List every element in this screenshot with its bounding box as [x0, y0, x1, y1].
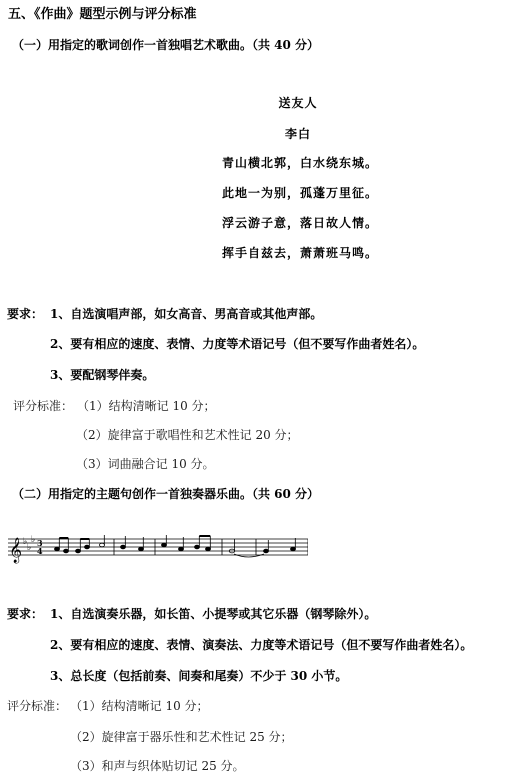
svg-text:3: 3 [37, 538, 43, 548]
poem-line: 此地一为别，孤蓬万里征。 [221, 186, 378, 200]
part1-title: （一）用指定的歌词创作一首独唱艺术歌曲。（共 40 分） [12, 38, 320, 52]
svg-text:♭: ♭ [31, 535, 36, 545]
score-item: （1）结构清晰记 10 分； [77, 399, 216, 413]
poem-line: 挥手自兹去，萧萧班马鸣。 [221, 246, 378, 260]
score-item: （1）结构清晰记 10 分； [70, 699, 209, 713]
score-label: 评分标准： [7, 699, 68, 713]
requirements-label: 要求： [7, 307, 44, 321]
poem-title: 送友人 [278, 96, 318, 110]
requirement-item: 1、自选演唱声部，如女高音、男高音或其他声部。 [50, 307, 323, 321]
requirement-item: 3、总长度（包括前奏、间奏和尾奏）不少于 30 小节。 [50, 669, 348, 683]
section-title: 五、《作曲》题型示例与评分标准 [8, 7, 197, 22]
svg-text:♭: ♭ [23, 537, 28, 547]
svg-text:𝄞: 𝄞 [9, 538, 23, 563]
requirement-item: 2、要有相应的速度、表情、力度等术语记号（但不要写作曲者姓名）。 [50, 337, 425, 351]
poem-line: 青山横北郭，白水绕东城。 [221, 156, 378, 170]
requirements-label: 要求： [7, 607, 44, 621]
svg-text:♭: ♭ [27, 543, 32, 553]
score-item: （2）旋律富于歌唱性和艺术性记 20 分； [76, 428, 299, 442]
requirement-item: 3、要配钢琴伴奏。 [50, 368, 155, 382]
treble-clef-icon [9, 537, 22, 563]
key-signature [23, 535, 35, 553]
time-signature [37, 538, 43, 556]
music-staff [8, 530, 308, 568]
score-item: （3）词曲融合记 10 分。 [76, 457, 215, 471]
poem-author: 李白 [284, 127, 311, 141]
requirement-item: 2、要有相应的速度、表情、演奏法、力度等术语记号（但不要写作曲者姓名）。 [50, 638, 473, 652]
part2-title: （二）用指定的主题句创作一首独奏器乐曲。（共 60 分） [12, 487, 320, 501]
requirement-item: 1、自选演奏乐器，如长笛、小提琴或其它乐器（钢琴除外）。 [50, 607, 377, 621]
notes [55, 535, 296, 557]
poem-line: 浮云游子意，落日故人情。 [221, 216, 378, 230]
svg-text:4: 4 [37, 546, 43, 556]
score-item: （2）旋律富于器乐性和艺术性记 25 分； [70, 730, 293, 744]
score-label: 评分标准： [13, 399, 74, 413]
score-item: （3）和声与织体贴切记 25 分。 [70, 759, 245, 773]
